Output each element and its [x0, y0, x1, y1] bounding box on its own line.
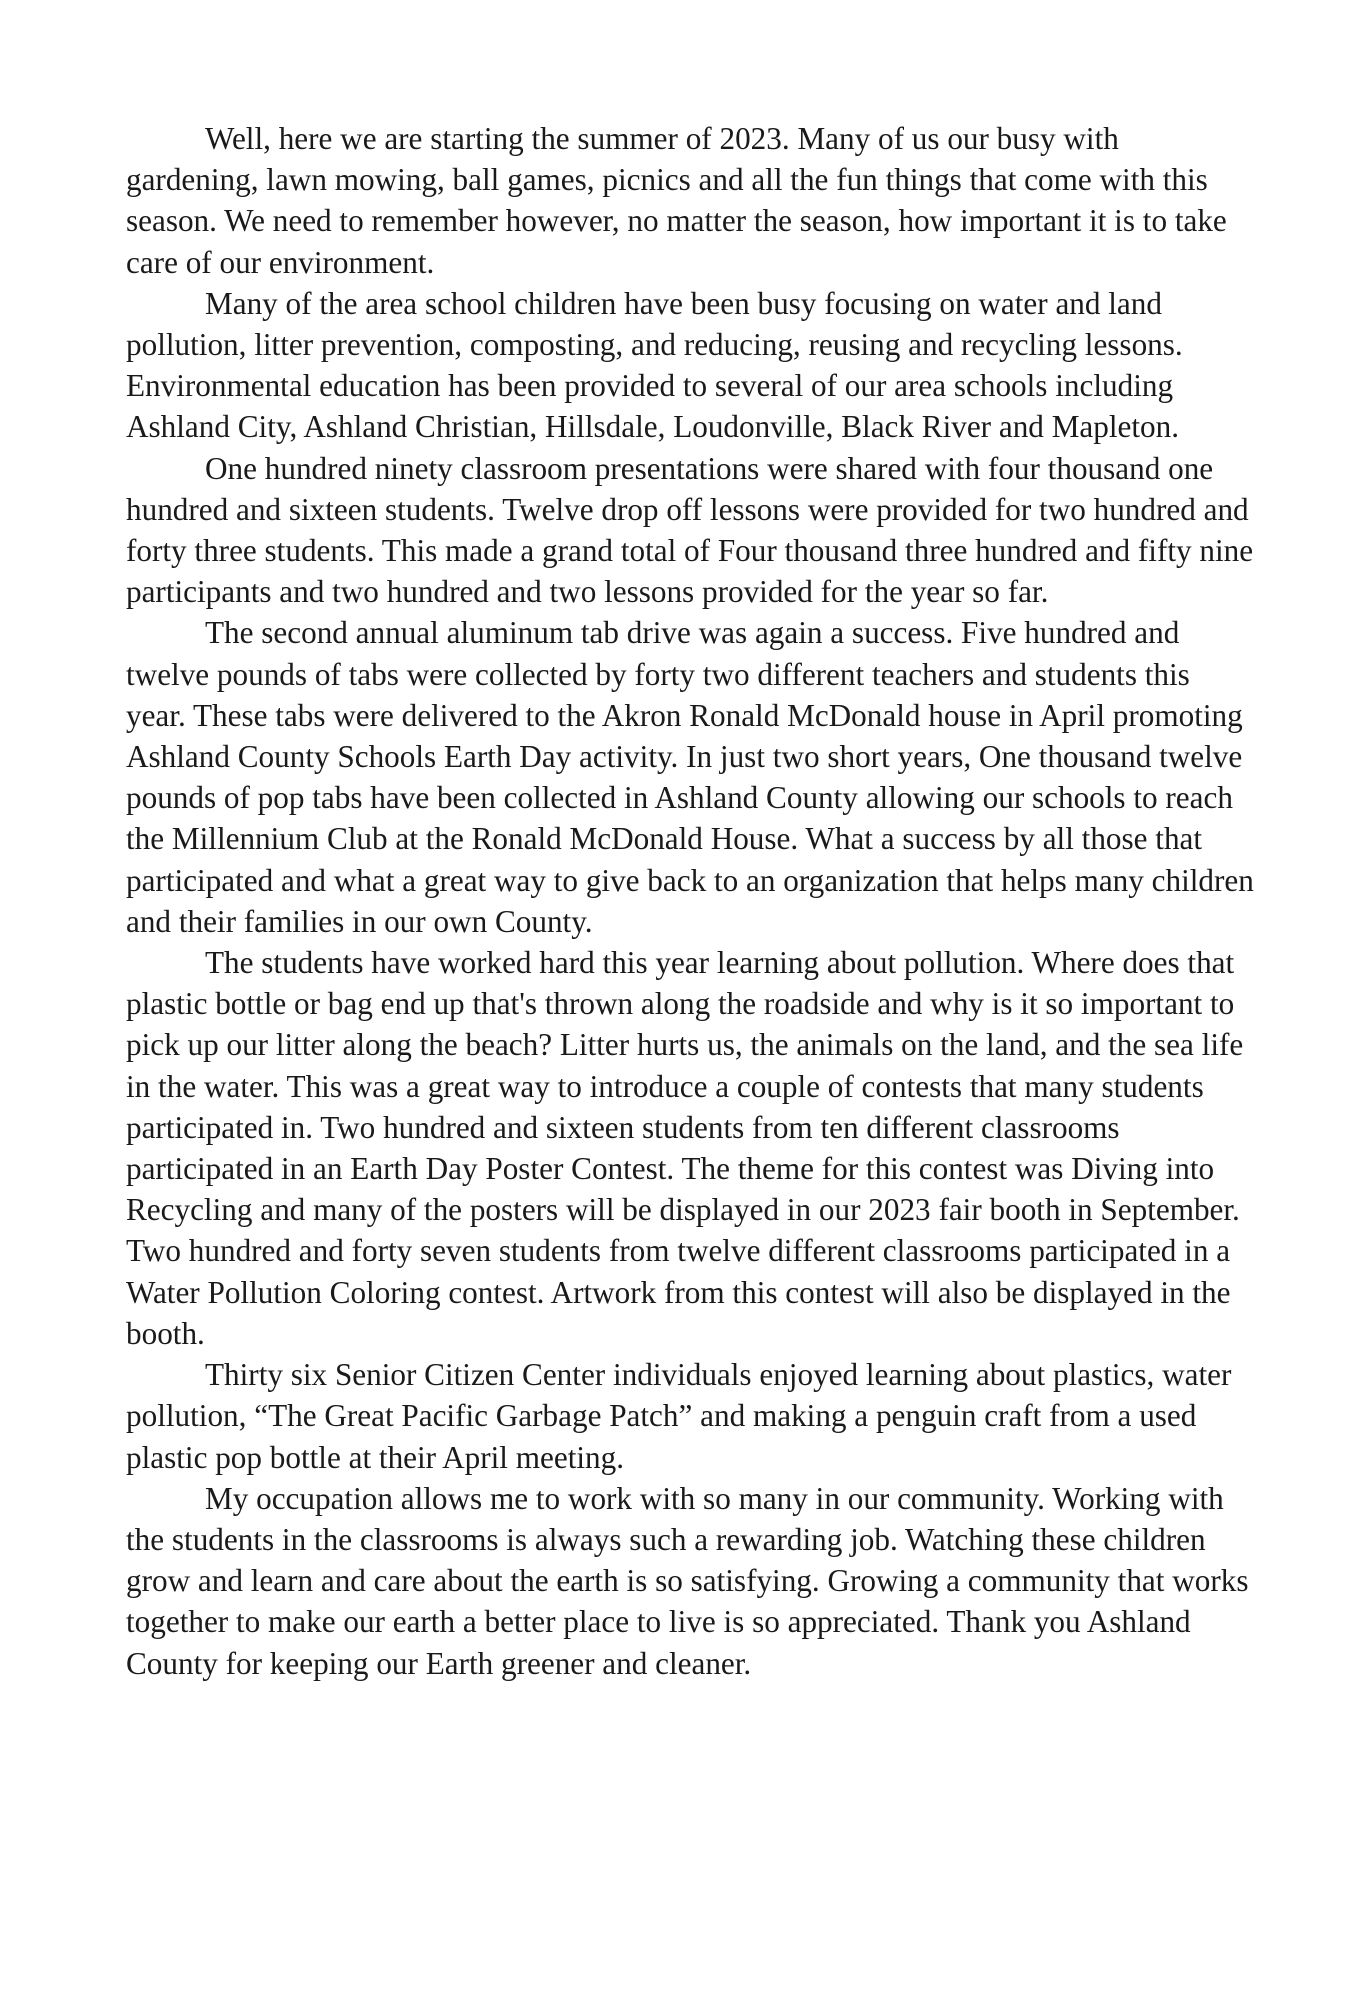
- paragraph-tab-drive: The second annual aluminum tab drive was again a success. Five hundred and twelve pounds of tabs were collected by forty two different teachers and students this year. These tabs were delivered to the Akron Ronald McDonald house in April promoting Ashland County Schools Earth Day activity. In just two short years, One thousand twelve pounds of pop tabs have been collected in Ashland County allowing our schools to reach the Millennium Club at the Ronald McDonald House. What a success by all those that participated and what a great way to give back to an organization that helps many children and their families in our own County.: [126, 615, 1254, 939]
- paragraph-closing: My occupation allows me to work with so many in our community. Working with the students in the classrooms is always such a rewarding job. Watching these children grow and learn and care about the earth is so satisfying. Growing a community that works together to make our earth a better place to live is so appreciated. Thank you Ashland County for keeping our Earth greener and cleaner.: [126, 1480, 1249, 1681]
- paragraph-presentation-totals: One hundred ninety classroom presentations were shared with four thousand one hundred and sixteen students. Twelve drop off lessons were provided for two hundred and forty three students. This made a grand total of Four thousand three hundred and fifty nine participants and two hundred and two lessons provided for the year so far.: [126, 450, 1254, 610]
- document-page: [126, 118, 1256, 1684]
- paragraph-senior-center: Thirty six Senior Citizen Center individuals enjoyed learning about plastics, water pollution, “The Great Pacific Garbage Patch” and making a penguin craft from a used plastic pop bottle at their April meeting.: [126, 1357, 1232, 1475]
- paragraph-pollution-contests: The students have worked hard this year learning about pollution. Where does that plastic bottle or bag end up that's thrown along the roadside and why is it so important to pick up our litter along the beach? Litter hurts us, the animals on the land, and the sea life in the water. This was a great way to introduce a couple of contests that many students participated in. Two hundred and sixteen students from ten different classrooms participated in an Earth Day Poster Contest. The theme for this contest was Diving into Recycling and many of the posters will be displayed in our 2023 fair booth in September. Two hundred and forty seven students from twelve different classrooms participated in a Water Pollution Coloring contest. Artwork from this contest will also be displayed in the booth.: [126, 945, 1244, 1351]
- paragraph-school-lessons: Many of the area school children have been busy focusing on water and land pollution, litter prevention, composting, and reducing, reusing and recycling lessons. Environmental education has been provided to several of our area schools including Ashland City, Ashland Christian, Hillsdale, Loudonville, Black River and Mapleton.: [126, 285, 1183, 445]
- paragraph-summer-intro: Well, here we are starting the summer of 2023. Many of us our busy with gardening, lawn mowing, ball games, picnics and all the fun things that come with this season. We need to remember however, no matter the season, how important it is to take care of our environment.: [126, 121, 1227, 280]
